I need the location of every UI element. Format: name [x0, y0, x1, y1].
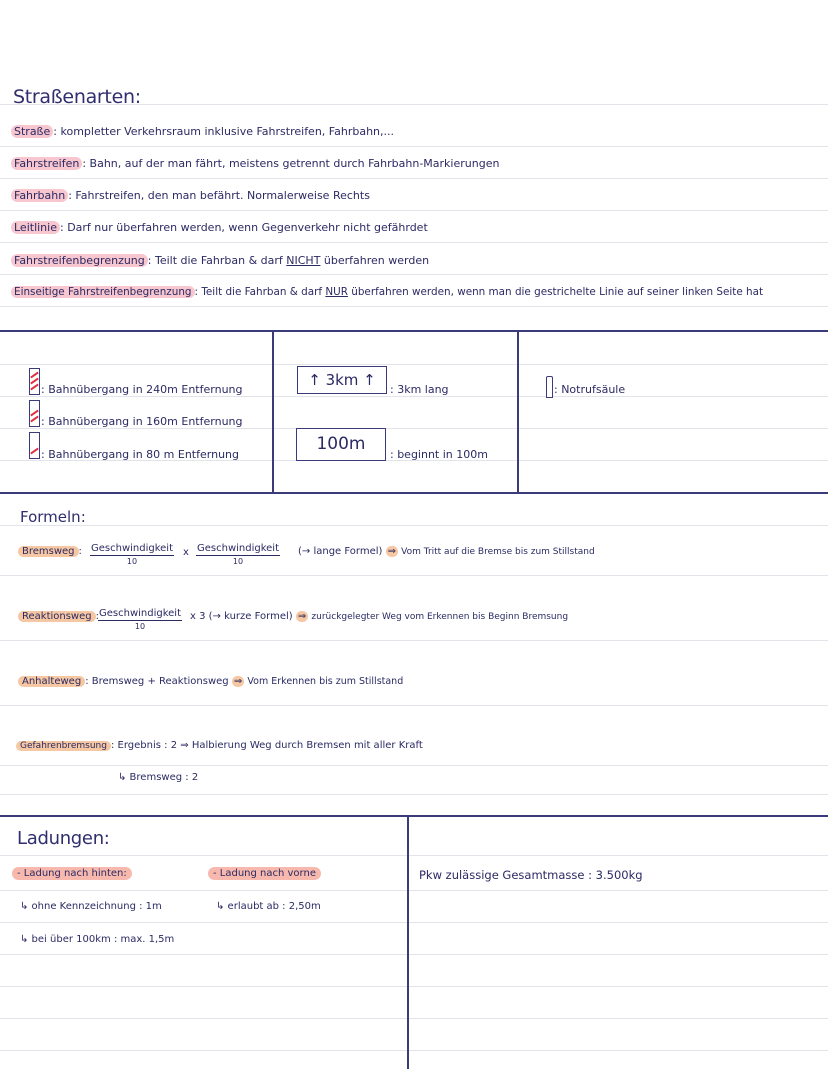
definition-strasse: Straße : kompletter Verkehrsraum inklusive Fahrstreifen, Fahrbahn,... [11, 125, 394, 138]
ruled-line [0, 396, 828, 397]
ruled-line [0, 428, 828, 429]
ruled-line [0, 575, 828, 576]
bahnuebergang-80m: : Bahnübergang in 80 m Entfernung [41, 448, 239, 461]
ruled-line [0, 1018, 828, 1019]
bahnuebergang-160m: : Bahnübergang in 160m Entfernung [41, 415, 243, 428]
section-title-ladungen: Ladungen: [17, 828, 110, 849]
ladung-vorne-label: - Ladung nach vorne [208, 868, 321, 879]
ruled-line [0, 178, 828, 179]
definition-fahrbahn: Fahrbahn : Fahrstreifen, den man befährt. Normalerweise Rechts [11, 189, 370, 202]
term-highlight: Fahrstreifenbegrenzung [11, 254, 148, 267]
term-highlight: Straße [11, 125, 53, 138]
ruled-line [0, 525, 828, 526]
sign-100m: 100m [296, 428, 386, 461]
divider-bottom-signs [0, 492, 828, 494]
notrufsaeule-icon [546, 376, 553, 398]
divider-vertical-1 [272, 330, 274, 493]
implies-arrow-icon: ⇒ [233, 676, 243, 687]
ruled-line [0, 705, 828, 706]
divider-vertical-2 [517, 330, 519, 493]
bremsweg-fraction-1: Geschwindigkeit 10 [91, 543, 174, 566]
bremsweg-term: Bremsweg : [18, 546, 82, 557]
bremsweg-result: (→ lange Formel) ⇒ Vom Tritt auf die Bremse bis zum Stillstand [298, 546, 595, 557]
ladung-hinten-label: - Ladung nach hinten: [12, 868, 132, 879]
definition-fahrstreifen: Fahrstreifen : Bahn, auf der man fährt, meistens getrennt durch Fahrbahn-Markierungen [11, 157, 499, 170]
notrufsaeule-label: : Notrufsäule [554, 383, 626, 396]
ruled-line [0, 794, 828, 795]
term-highlight: Fahrbahn [11, 189, 68, 202]
ruled-line [0, 1050, 828, 1051]
ruled-line [0, 146, 828, 147]
sign-100m-label: : beginnt in 100m [390, 448, 488, 461]
implies-arrow-icon: ⇒ [180, 740, 189, 751]
gefahrenbremsung-sub: ↳ Bremsweg : 2 [118, 772, 199, 783]
ruled-line [0, 242, 828, 243]
ruled-line [0, 306, 828, 307]
anhalteweg-formula: Anhalteweg : Bremsweg + Reaktionsweg ⇒ Vom Erkennen bis zum Stillstand [18, 676, 403, 687]
ruled-line [0, 364, 828, 365]
bremsweg-fraction-2: Geschwindigkeit 10 [197, 543, 280, 566]
definition-leitlinie: Leitlinie : Darf nur überfahren werden, wenn Gegenverkehr nicht gefährdet [11, 221, 428, 234]
sign-3km: ↑ 3km ↑ [297, 366, 387, 394]
reaktionsweg-term: Reaktionsweg : [18, 611, 99, 622]
definition-fahrstreifenbegrenzung: Fahrstreifenbegrenzung : Teilt die Fahrban & darf NICHT überfahren werden [11, 254, 429, 267]
ruled-line [0, 640, 828, 641]
ruled-line [0, 986, 828, 987]
ruled-line [0, 274, 828, 275]
ruled-line [0, 890, 828, 891]
implies-arrow-icon: ⇒ [387, 546, 396, 557]
term-highlight: Einseitige Fahrstreifenbegrenzung [11, 286, 195, 298]
ladung-hinten-item-2: ↳ bei über 100km : max. 1,5m [20, 934, 175, 945]
divider-vertical-ladungen [407, 815, 409, 1069]
ladung-hinten-item-1: ↳ ohne Kennzeichnung : 1m [20, 901, 162, 912]
section-title-strassenarten: Straßenarten: [13, 86, 141, 108]
bahnuebergang-1-stripe-icon [29, 432, 40, 459]
section-title-formeln: Formeln: [20, 508, 86, 526]
implies-arrow-icon: ⇒ [297, 611, 307, 622]
ruled-line [0, 210, 828, 211]
pkw-gesamtmasse: Pkw zulässige Gesamtmasse : 3.500kg [419, 868, 643, 882]
ruled-line [0, 922, 828, 923]
ruled-line [0, 765, 828, 766]
bahnuebergang-2-stripes-icon [29, 400, 40, 427]
reaktionsweg-fraction: Geschwindigkeit 10 [99, 608, 182, 631]
ruled-line [0, 954, 828, 955]
term-highlight: Fahrstreifen [11, 157, 82, 170]
bahnuebergang-240m: : Bahnübergang in 240m Entfernung [41, 383, 243, 396]
ruled-line [0, 855, 828, 856]
reaktionsweg-result: x 3 (→ kurze Formel) ⇒ zurückgelegter Weg vom Erkennen bis Beginn Bremsung [190, 611, 569, 622]
bahnuebergang-3-stripes-icon [29, 368, 40, 395]
emphasis-nur: NUR [325, 286, 348, 298]
term-highlight: Leitlinie [11, 221, 60, 234]
divider-top-signs [0, 330, 828, 332]
bremsweg-times: x [183, 547, 189, 558]
definition-einseitige-fahrstreifenbegrenzung: Einseitige Fahrstreifenbegrenzung : Teilt die Fahrban & darf NUR überfahren werden, wenn man die gestrichelte Linie auf seiner linken Seite hat [11, 286, 763, 298]
ladung-vorne-item-1: ↳ erlaubt ab : 2,50m [216, 901, 321, 912]
sign-3km-label: : 3km lang [390, 383, 449, 396]
emphasis-nicht: NICHT [286, 254, 321, 267]
gefahrenbremsung-formula: Gefahrenbremsung : Ergebnis : 2 ⇒ Halbierung Weg durch Bremsen mit aller Kraft [16, 740, 423, 751]
divider-ladungen [0, 815, 828, 817]
